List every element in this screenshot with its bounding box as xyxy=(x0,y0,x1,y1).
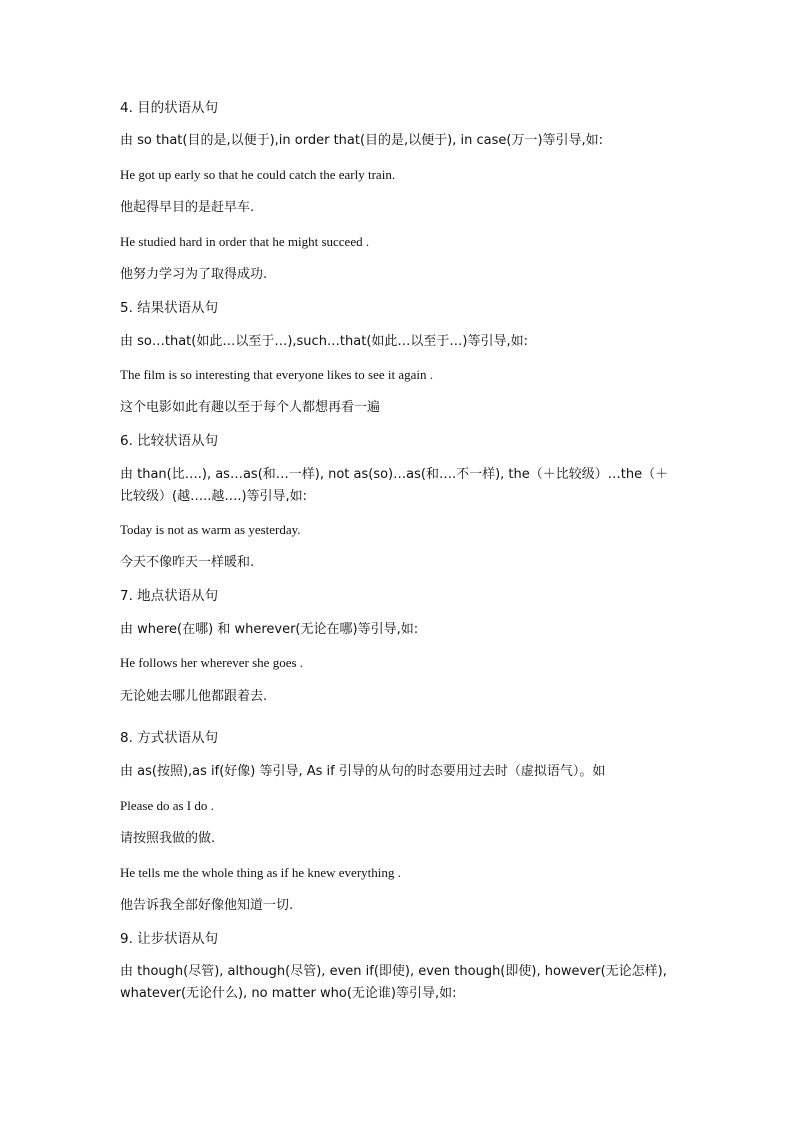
section-4-example-1-zh: 他起得早目的是赶早车. xyxy=(120,200,255,215)
section-8-rule: 由 as(按照),as if(好像) 等引导, As if 引导的从句的时态要用过去时（虚拟语气）。如 xyxy=(120,764,606,779)
section-7-rule: 由 where(在哪) 和 wherever(无论在哪)等引导,如: xyxy=(120,622,419,637)
section-5-example-1-zh: 这个电影如此有趣以至于每个人都想再看一遍 xyxy=(120,400,381,415)
section-5-rule: 由 so…that(如此…以至于…),such…that(如此…以至于…)等引导,如: xyxy=(120,334,528,349)
section-4-example-2-en: He studied hard in order that he might succeed . xyxy=(120,234,370,249)
section-8-example-1-en: Please do as I do . xyxy=(120,798,214,813)
section-9-rule: 由 though(尽管), although(尽管), even if(即使), even though(即使), however(无论怎样), whatever(无论什么), no matter who(无论谁)等引导,如: xyxy=(120,964,667,1001)
section-6-rule: 由 than(比….), as…as(和…一样), not as(so)…as(和….不一样), the（＋比较级）…the（＋比较级）(越…..越….)等引导,如: xyxy=(120,467,669,504)
section-4-example-2-zh: 他努力学习为了取得成功. xyxy=(120,267,268,282)
section-8-example-2-zh: 他告诉我全部好像他知道一切. xyxy=(120,898,294,913)
section-6-example-1-en: Today is not as warm as yesterday. xyxy=(120,522,301,537)
section-8-example-1-zh: 请按照我做的做. xyxy=(120,831,216,846)
section-7-example-1-en: He follows her wherever she goes . xyxy=(120,655,304,670)
section-5-example-1-en: The film is so interesting that everyone likes to see it again . xyxy=(120,367,434,382)
section-4-heading: 4. 目的状语从句 xyxy=(120,100,219,116)
section-6-heading: 6. 比较状语从句 xyxy=(120,433,219,449)
section-9-heading: 9. 让步状语从句 xyxy=(120,931,219,947)
section-8-heading: 8. 方式状语从句 xyxy=(120,730,219,746)
section-5-heading: 5. 结果状语从句 xyxy=(120,300,219,316)
section-7-heading: 7. 地点状语从句 xyxy=(120,588,219,604)
section-4-example-1-en: He got up early so that he could catch the early train. xyxy=(120,167,396,182)
section-7-example-1-zh: 无论她去哪儿他都跟着去. xyxy=(120,689,268,704)
section-6-example-1-zh: 今天不像昨天一样暖和. xyxy=(120,555,255,570)
section-4-rule: 由 so that(目的是,以便于),in order that(目的是,以便于), in case(万一)等引导,如: xyxy=(120,133,604,148)
section-8-example-2-en: He tells me the whole thing as if he knew everything . xyxy=(120,865,401,880)
